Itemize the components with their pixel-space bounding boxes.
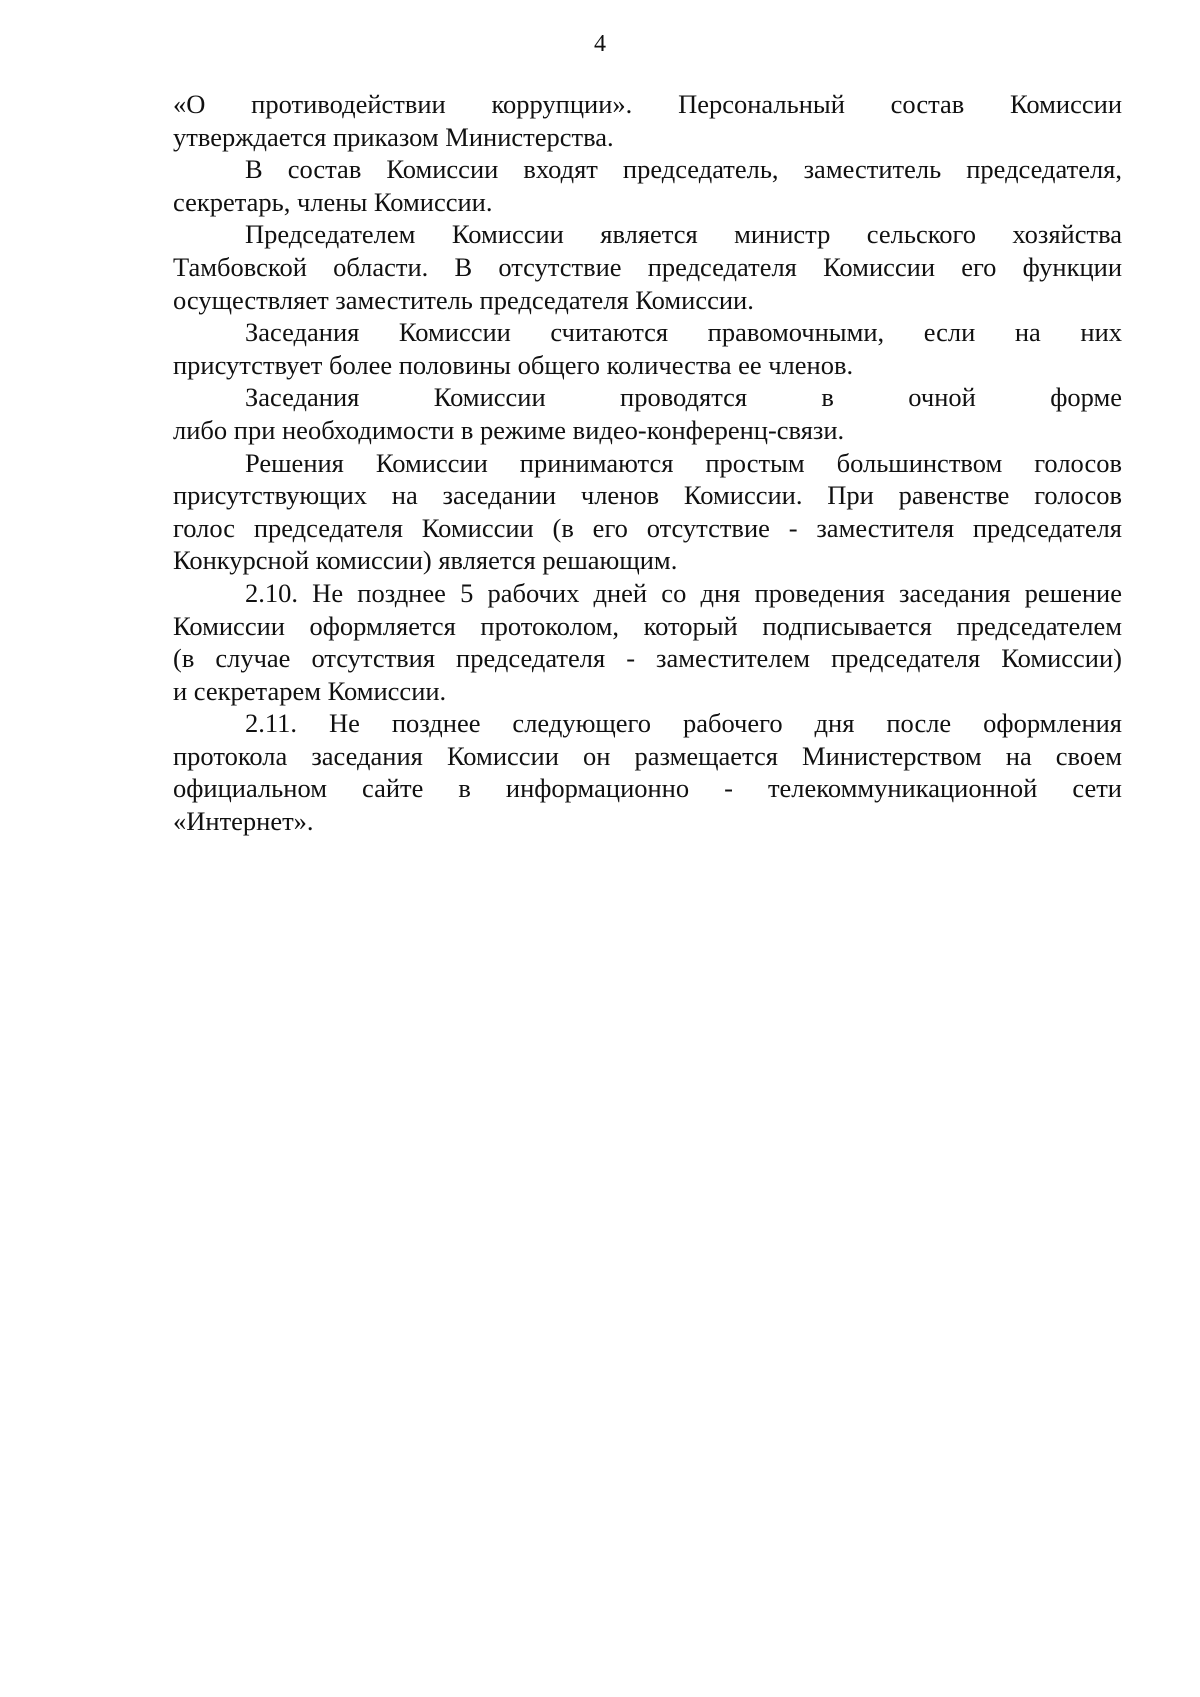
paragraph-7 (173, 577, 1122, 707)
paragraph-8 (173, 707, 1122, 837)
paragraph-line: утверждается приказом Министерства. (173, 121, 614, 152)
paragraph-5 (173, 381, 1122, 446)
paragraph-line: 2.10. Не позднее 5 рабочих дней со дня проведения заседания решение (245, 577, 1122, 608)
paragraph-4 (173, 316, 1122, 381)
paragraph-2 (173, 153, 1122, 218)
paragraph-line: Заседания Комиссии проводятся в очной форме (245, 382, 1122, 413)
paragraph-line: Председателем Комиссии является министр сельского хозяйства (245, 219, 1122, 250)
paragraph-1 (173, 88, 1122, 153)
paragraph-line: Решения Комиссии принимаются простым большинством голосов (245, 447, 1122, 478)
paragraph-line: присутствующих на заседании членов Комиссии. При равенстве голосов (173, 480, 1122, 511)
paragraph-line: и секретарем Комиссии. (173, 675, 447, 706)
paragraph-line: 2.11. Не позднее следующего рабочего дня после оформления (245, 708, 1122, 739)
paragraph-line: Тамбовской области. В отсутствие председателя Комиссии его функции (173, 251, 1122, 282)
paragraph-line: голос председателя Комиссии (в его отсутствие - заместителя председателя (173, 512, 1122, 543)
page-number: 4 (594, 31, 606, 57)
paragraph-line: протокола заседания Комиссии он размещается Министерством на своем (173, 740, 1122, 771)
paragraph-line: Комиссии оформляется протоколом, который подписывается председателем (173, 610, 1122, 641)
document-body (173, 88, 1122, 838)
paragraph-line: секретарь, члены Комиссии. (173, 186, 493, 217)
paragraph-line: Заседания Комиссии считаются правомочными, если на них (245, 317, 1122, 348)
paragraph-line: либо при необходимости в режиме видео-конференц-связи. (173, 414, 845, 445)
paragraph-line: осуществляет заместитель председателя Комиссии. (173, 284, 754, 315)
paragraph-line: В состав Комиссии входят председатель, заместитель председателя, (245, 154, 1122, 185)
paragraph-line: «Интернет». (173, 806, 314, 837)
paragraph-6 (173, 447, 1122, 577)
paragraph-3 (173, 218, 1122, 316)
paragraph-line: (в случае отсутствия председателя - заместителем председателя Комиссии) (173, 643, 1122, 674)
paragraph-line: присутствует более половины общего количества ее членов. (173, 349, 854, 380)
paragraph-line: «О противодействии коррупции». Персональный состав Комиссии (173, 89, 1122, 119)
paragraph-line: официальном сайте в информационно - телекоммуникационной сети (173, 773, 1122, 804)
paragraph-line: Конкурсной комиссии) является решающим. (173, 545, 678, 576)
